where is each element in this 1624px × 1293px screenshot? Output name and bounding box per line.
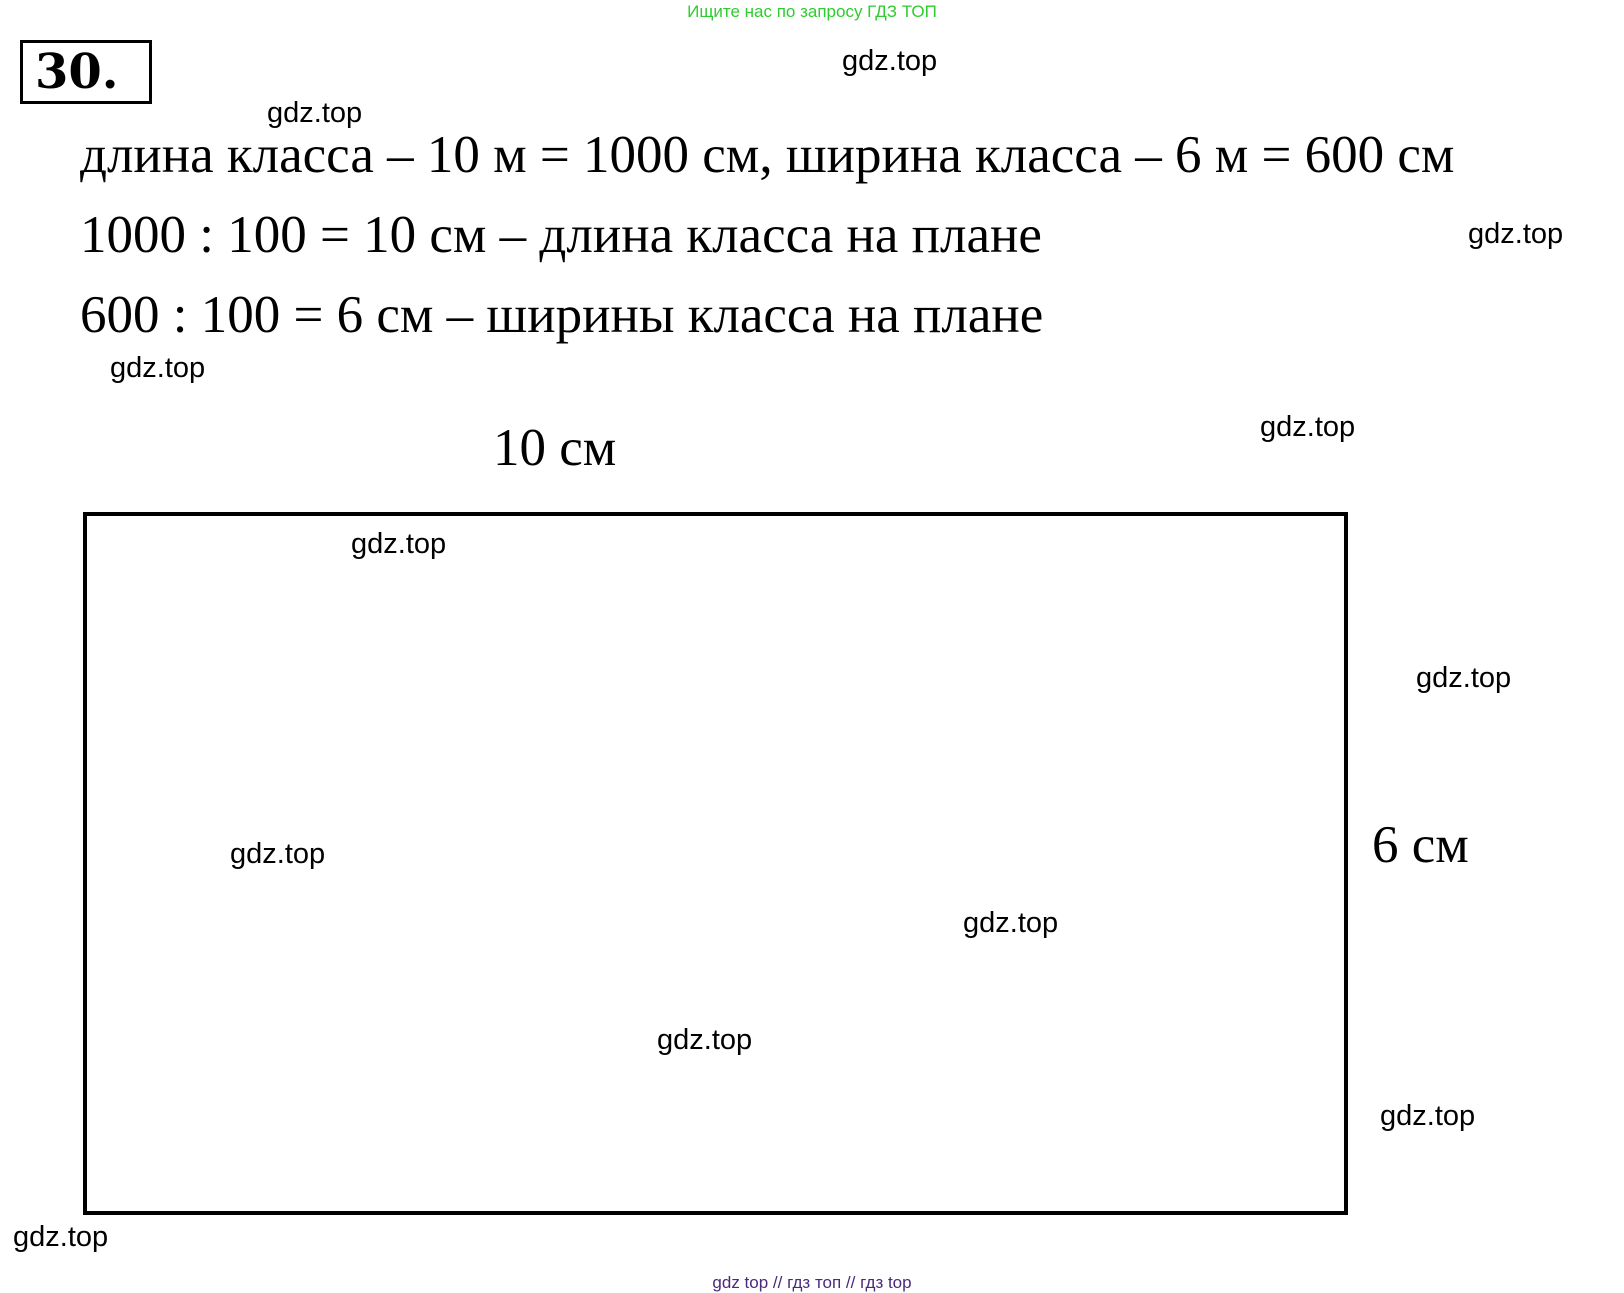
watermark: gdz.top	[230, 838, 326, 870]
task-number: 30.	[20, 40, 152, 104]
watermark: gdz.top	[842, 45, 938, 77]
plan-width-label: 6 см	[1372, 816, 1469, 874]
watermark: gdz.top	[351, 528, 447, 560]
watermark: gdz.top	[657, 1024, 753, 1056]
watermark: gdz.top	[267, 97, 363, 129]
plan-length-label: 10 см	[493, 419, 617, 477]
solution-line-2: 1000 : 100 = 10 см – длина класса на плане	[80, 206, 1042, 264]
search-banner: Ищите нас по запросу ГДЗ ТОП	[687, 2, 937, 21]
watermark: gdz.top	[1416, 662, 1512, 694]
solution-line-1: длина класса – 10 м = 1000 см, ширина класса – 6 м = 600 см	[80, 126, 1455, 184]
watermark: gdz.top	[1380, 1100, 1476, 1132]
watermark: gdz.top	[110, 352, 206, 384]
watermark: gdz.top	[1468, 218, 1564, 250]
watermark: gdz.top	[963, 907, 1059, 939]
solution-line-3: 600 : 100 = 6 см – ширины класса на плане	[80, 286, 1044, 344]
watermark: gdz.top	[13, 1221, 109, 1253]
footer-watermark: gdz top // гдз топ // гдз top	[712, 1273, 912, 1292]
watermark: gdz.top	[1260, 411, 1356, 443]
